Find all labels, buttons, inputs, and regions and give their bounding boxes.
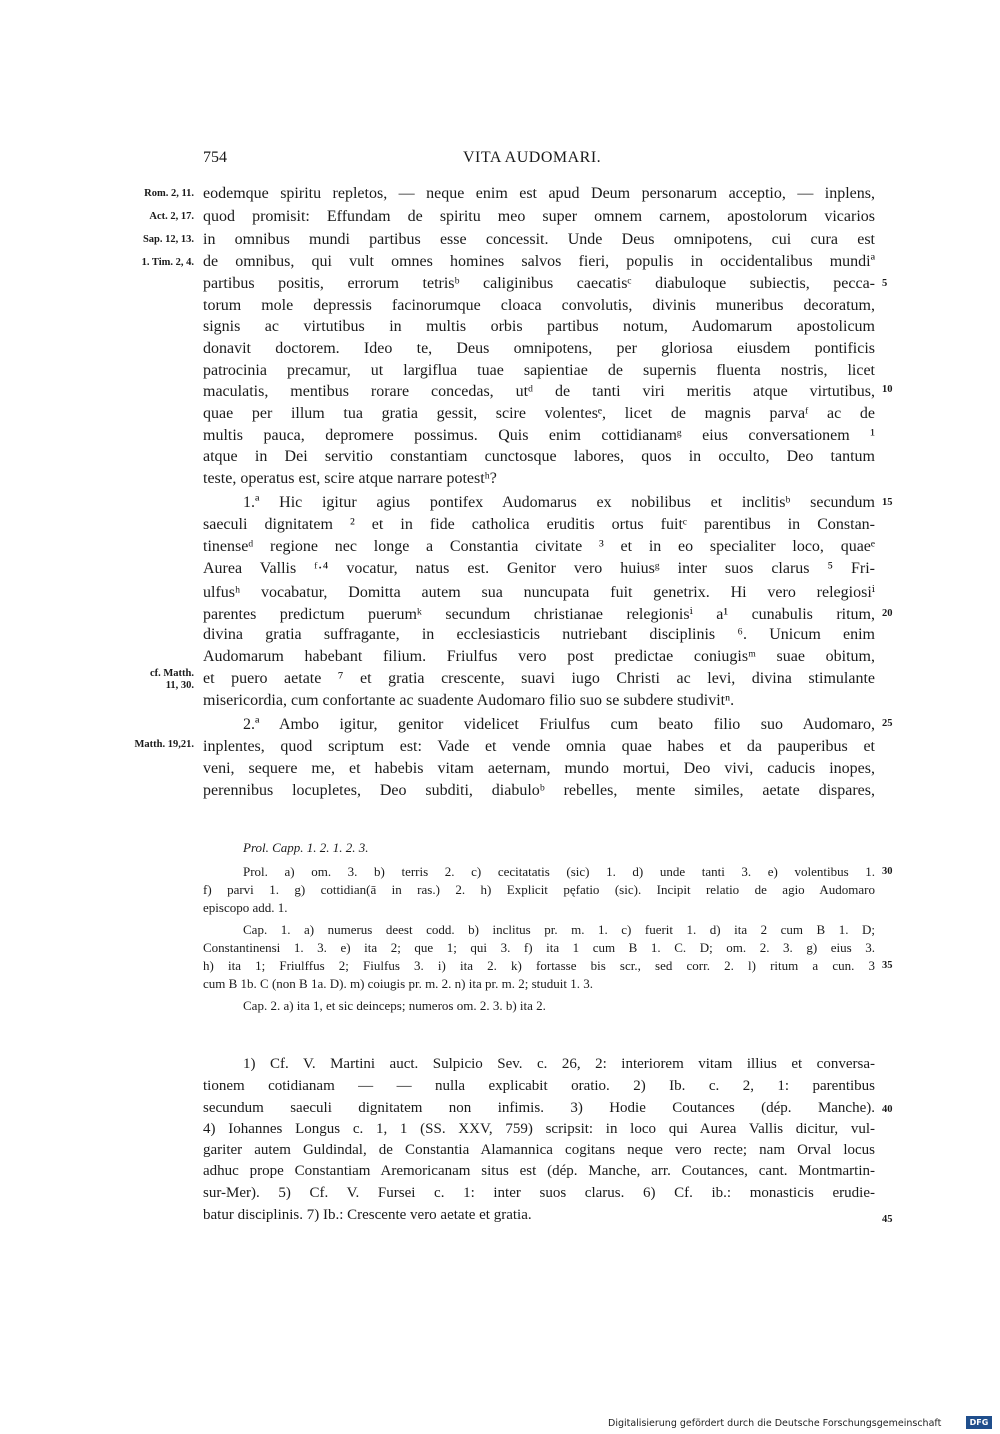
text-line: 1.ª Hic igitur agius pontifex Audomarus ex nobilibus et inclitisᵇ secundum: [243, 494, 875, 511]
text-line: signis ac virtutibus in multis orbis partibus notum, Audomarum apostolicum: [203, 318, 875, 335]
text-line: teste, operatus est, scire atque narrare potestʰ?: [203, 470, 497, 487]
text-line: Aurea Vallis ᶠ·⁴ vocatur, natus est. Genitor vero huiusᵍ inter suos clarus ⁵ Fri-: [203, 560, 875, 577]
text-line: patrocinia precamur, ut largiflua tuae sapientiae de supernis fluenta nostris, licet: [203, 362, 875, 379]
apparatus-line: f) parvi 1. g) cottidian(ā in ras.) 2. h) Explicit pęfatio (sic). Incipit relatio de agio Audomaro: [203, 882, 875, 897]
text-line: de omnibus, qui vult omnes homines salvos fieri, populis in occidentalibus mundiª: [203, 253, 875, 270]
margin-ref: 1. Tim. 2, 4.: [141, 257, 194, 268]
apparatus-line: Cap. 2. a) ita 1, et sic deinceps; numeros om. 2. 3. b) ita 2.: [243, 998, 546, 1013]
footnote-line: tionem cotidianam — — nulla explicabit oratio. 2) Ib. c. 2, 1: parentibus: [203, 1078, 875, 1094]
apparatus-line: Constantinensi 1. 3. e) ita 2; que 1; qui 3. f) ita 1 cum B 1. C. D; om. 2. 3. g) eius 3.: [203, 940, 875, 955]
text-line: misericordia, cum confortante ac suadente Audomaro filio suo se subdere studivitⁿ.: [203, 692, 735, 709]
text-line: ulfusʰ vocabatur, Domitta autem sua nuncupata fuit genetrix. Hi vero relegiosiⁱ: [203, 584, 875, 601]
line-number: 5: [882, 278, 888, 289]
margin-ref: Matth. 19,21.: [134, 739, 194, 750]
text-line: veni, sequere me, et habebis vitam aeternam, mundo mortui, Deo vivi, caducis inopes,: [203, 760, 875, 777]
text-line: maculatis, mentibus rorare concedas, utᵈ de tanti viri meritis atque virtutibus,: [203, 383, 875, 400]
line-number: 40: [882, 1104, 893, 1115]
text-line: eodemque spiritu repletos, — neque enim est apud Deum personarum acceptio, — inplens,: [203, 185, 875, 202]
page-number: 754: [203, 149, 227, 166]
text-line: partibus positis, errorum tetrisᵇ caliginibus caecatisᶜ diabuloque subiectis, pecca-: [203, 275, 875, 292]
text-line: atque in Dei servitio constantiam cunctosque labores, quos in occulto, Deo tantum: [203, 448, 875, 465]
text-line: inplentes, quod scriptum est: Vade et vende omnia quae habes et da pauperibus et: [203, 738, 875, 755]
text-line: donavit doctorem. Ideo te, Deus omnipotens, per gloriosa eiusdem pontificis: [203, 340, 875, 357]
line-number: 20: [882, 608, 893, 619]
text-line: perennibus locupletes, Deo subditi, diabuloᵇ rebelles, mente similes, aetate dispares,: [203, 782, 875, 799]
margin-ref: cf. Matth.: [149, 668, 194, 679]
text-line: tinenseᵈ regione nec longe a Constantia civitate ³ et in eo specialiter loco, quaeᵉ: [203, 538, 875, 555]
text-line: parentes predictum puerumᵏ secundum christianae relegionisⁱ a¹ cunabulis ritum,: [203, 606, 875, 623]
margin-ref: Rom. 2, 11.: [144, 188, 194, 199]
text-line: torum mole depressis facinorumque cloaca convolutis, divinis muneribus decoratum,: [203, 297, 875, 314]
footnote-line: secundum saeculi dignitatem non infimis. 3) Hodie Coutances (dép. Manche).: [203, 1100, 875, 1116]
text-line: multis pauca, depromere possimus. Quis enim cottidianamᵍ eius conversationem ¹: [203, 427, 875, 444]
text-line: divina gratia suffragante, in ecclesiasticis nutriebant disciplinis ⁶. Unicum enim: [203, 626, 875, 643]
text-line: saeculi dignitatem ² et in fide catholica eruditis ortus fuitᶜ parentibus in Constan-: [203, 516, 875, 533]
line-number: 45: [882, 1214, 893, 1225]
text-line: 2.ª Ambo igitur, genitor videlicet Friulfus cum beato filio suo Audomaro,: [243, 716, 875, 733]
text-line: quod promisit: Effundam de spiritu meo super omnem carnem, apostolorum vicarios: [203, 208, 875, 225]
margin-ref: 11, 30.: [165, 680, 194, 691]
footnote-line: adhuc prope Constantiam Aremoricanam situs est (dép. Manche, arr. Coutances, cant. Montmartin-: [203, 1163, 875, 1179]
text-line: et puero aetate ⁷ et gratia crescente, suavi iugo Christi ac levi, divina stimulante: [203, 670, 875, 687]
apparatus-line: cum B 1b. C (non B 1a. D). m) coiugis pr. m. 2. n) ita pr. m. 2; studuit 1. 3.: [203, 976, 593, 991]
line-number: 35: [882, 960, 893, 971]
line-number: 15: [882, 497, 893, 508]
apparatus-line: Prol. a) om. 3. b) terris 2. c) cecitatatis (sic) 1. d) unde tanti 3. e) volentibus 1.: [243, 864, 875, 879]
digitization-credit: Digitalisierung gefördert durch die Deutsche Forschungsgemeinschaft: [608, 1418, 942, 1429]
dfg-logo: DFG: [966, 1416, 992, 1429]
apparatus-line: h) ita 1; Friulffus 2; Fiulfus 3. i) ita 2. k) fortasse bis scr., sed corr. 2. l) ritum a cun. 3: [203, 958, 875, 973]
apparatus-line: Cap. 1. a) numerus deest codd. b) inclitus pr. m. 1. c) fuerit 1. d) ita 2 cum B 1. D;: [243, 922, 875, 937]
footnote-line: 1) Cf. V. Martini auct. Sulpicio Sev. c. 26, 2: interiorem vitam illius et conversa-: [243, 1056, 875, 1072]
footnote-line: gariter autem Guldindal, de Constantia Alamannica cogitans neque vero recte; nam Orval locus: [203, 1142, 875, 1158]
text-line: quae per illum tua gratia gessit, scire volentesᵉ, licet de magnis parvaᶠ ac de: [203, 405, 875, 422]
footnote-line: 4) Iohannes Longus c. 1, 1 (SS. XXV, 759) scripsit: in loco qui Aurea Vallis dicitur, vul-: [203, 1121, 875, 1137]
text-line: in omnibus mundi partibus esse concessit. Unde Deus omnipotens, cui cura est: [203, 231, 875, 248]
running-title: VITA AUDOMARI.: [463, 149, 602, 166]
line-number: 30: [882, 866, 893, 877]
footnote-line: sur-Mer). 5) Cf. V. Fursei c. 1: inter suos clarus. 6) Cf. ib.: monasticis erudie-: [203, 1185, 875, 1201]
line-number: 10: [882, 384, 893, 395]
apparatus-line: episcopo add. 1.: [203, 900, 288, 915]
apparatus-line: Prol. Capp. 1. 2. 1. 2. 3.: [243, 840, 369, 855]
text-line: Audomarum habebant filium. Friulfus vero post predictae coniugisᵐ suae obitum,: [203, 648, 875, 665]
footnote-line: batur disciplinis. 7) Ib.: Crescente vero aetate et gratia.: [203, 1207, 532, 1223]
margin-ref: Sap. 12, 13.: [142, 234, 194, 245]
margin-ref: Act. 2, 17.: [149, 211, 194, 222]
line-number: 25: [882, 718, 893, 729]
